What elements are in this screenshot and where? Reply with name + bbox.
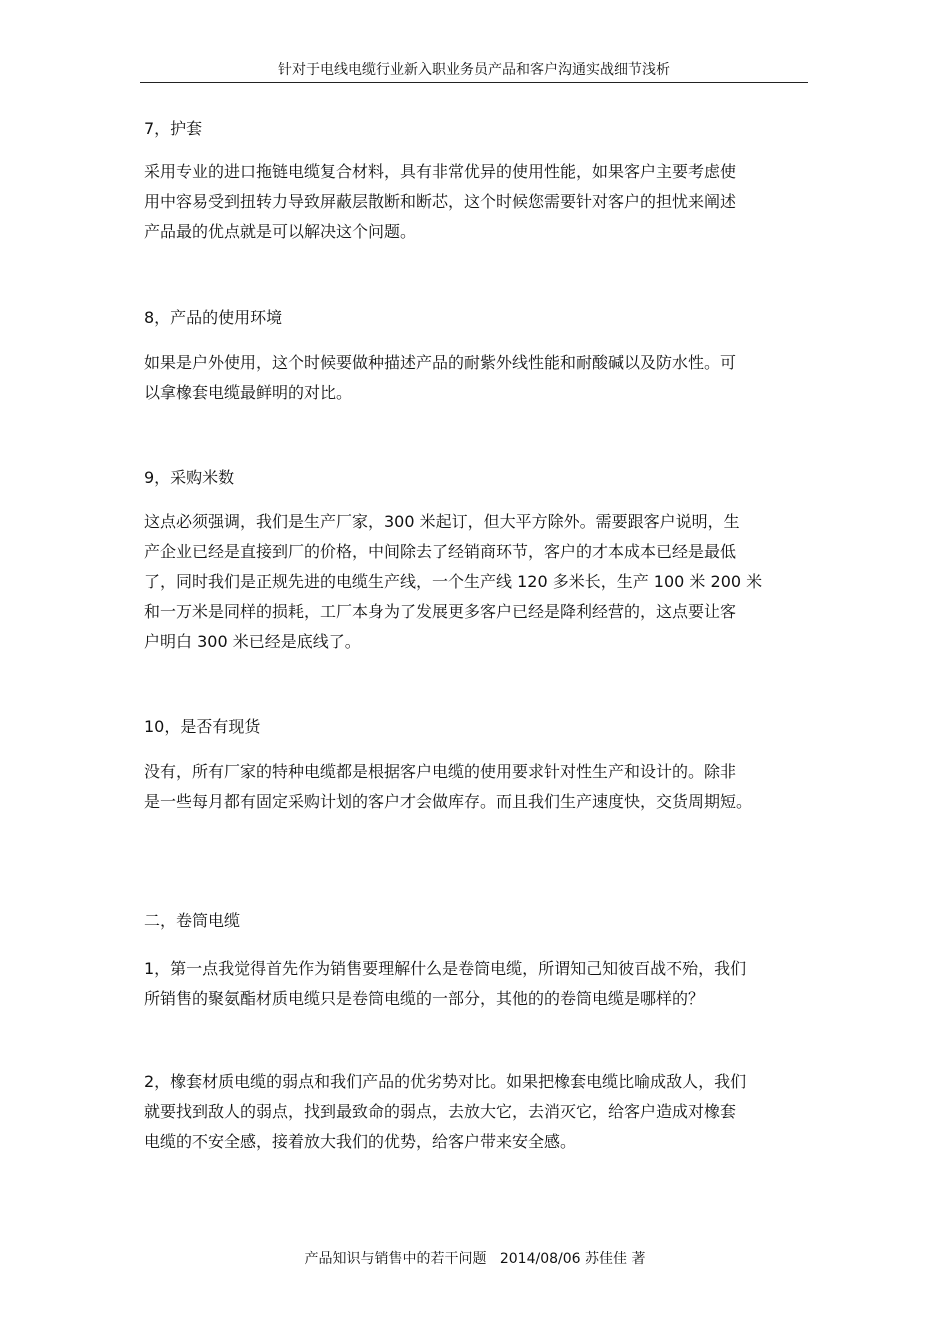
section-heading-8: 8，产品的使用环境 xyxy=(144,308,283,327)
section-paragraph-9: 这点必须强调，我们是生产厂家，300 米起订，但大平方除外。需要跟客户说明，生 产企业已经是直接到厂的价格，中间除去了经销商环节，客户的才本成本已经是最低 了，同时我们是正规先进的电缆生产线，一个生产线 120 多米长，生产 100 米 200 米 和一万米是同样的损耗，工厂本身为了发展更多客户已经是降利经营的，这点要让客 户明白 300 米已经是底线了。 xyxy=(144,512,763,651)
page-footer: 产品知识与销售中的若干问题 2014/08/06 苏佳佳 著 xyxy=(304,1251,646,1267)
section-paragraph-10: 没有，所有厂家的特种电缆都是根据客户电缆的使用要求针对性生产和设计的。除非 是一些每月都有固定采购计划的客户才会做库存。而且我们生产速度快，交货周期短。 xyxy=(144,762,753,811)
section-heading-10: 10，是否有现货 xyxy=(144,717,261,736)
header-divider xyxy=(140,82,808,83)
section-paragraph-7: 采用专业的进口拖链电缆复合材料，具有非常优异的使用性能，如果客户主要考虑使 用中容易受到扭转力导致屏蔽层散断和断芯，这个时候您需要针对客户的担忧来阐述 产品最的优点就是可以解决这个问题。 xyxy=(144,162,737,241)
part-two-item-2: 2，橡套材质电缆的弱点和我们产品的优劣势对比。如果把橡套电缆比喻成敌人，我们 就要找到敌人的弱点，找到最致命的弱点，去放大它，去消灭它，给客户造成对橡套 电缆的不安全感，接着放大我们的优势，给客户带来安全感。 xyxy=(144,1072,747,1151)
part-two-heading: 二，卷筒电缆 xyxy=(144,911,241,930)
part-two-item-1: 1，第一点我觉得首先作为销售要理解什么是卷筒电缆，所谓知己知彼百战不殆，我们 所销售的聚氨酯材质电缆只是卷筒电缆的一部分，其他的的卷筒电缆是哪样的？ xyxy=(144,959,747,1008)
page-header: 针对于电线电缆行业新入职业务员产品和客户沟通实战细节浅析 xyxy=(278,62,670,78)
section-heading-7: 7，护套 xyxy=(144,119,203,138)
section-paragraph-8: 如果是户外使用，这个时候要做种描述产品的耐紫外线性能和耐酸碱以及防水性。可 以拿橡套电缆最鲜明的对比。 xyxy=(144,353,737,402)
section-heading-9: 9，采购米数 xyxy=(144,468,235,487)
